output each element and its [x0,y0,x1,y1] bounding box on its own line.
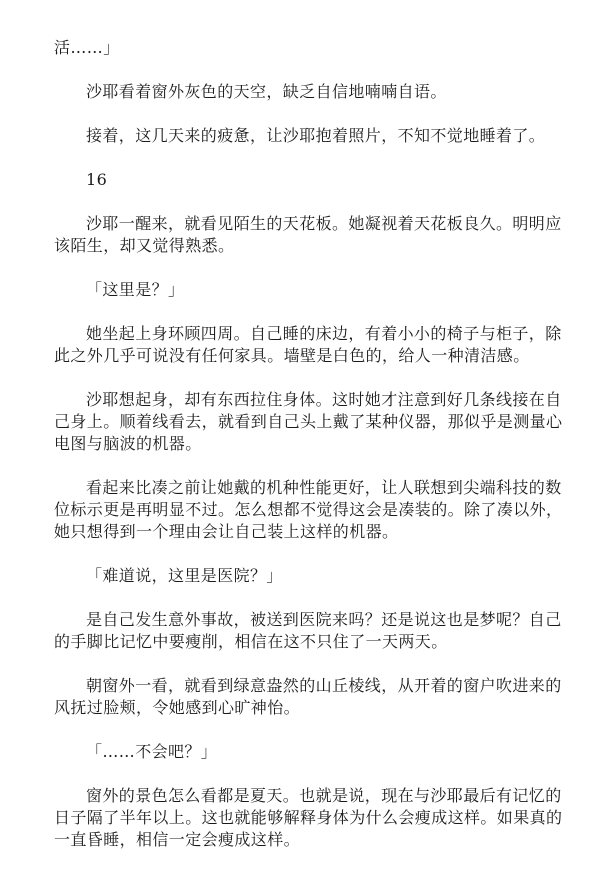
paragraph: 沙耶想起身，却有东西拉住身体。这时她才注意到好几条线接在自己身上。顺着线看去，就看到自己头上戴了某种仪器，那似乎是测量心电图与脑波的机器。 [54,390,563,453]
paragraph: 是自己发生意外事故，被送到医院来吗？还是说这也是梦呢？自己的手脚比记忆中要瘦削，相信在这不只住了一天两天。 [54,610,562,651]
paragraph: 朝窗外一看，就看到绿意盎然的山丘棱线，从开着的窗户吹进来的风抚过脸颊，令她感到心旷神怡。 [54,676,562,717]
paragraph: 窗外的景色怎么看都是夏天。也就是说，现在与沙耶最后有记忆的日子隔了半年以上。这也就能够解释身体为什么会瘦成这样。如果真的一直昏睡，相信一定会瘦成这样。 [54,786,563,849]
paragraph: 看起来比凑之前让她戴的机种性能更好，让人联想到尖端科技的数位标示更是再明显不过。怎么想都不觉得这会是凑装的。除了凑以外，她只想得到一个理由会让自己装上这样的机器。 [54,478,563,541]
paragraph: 她坐起上身环顾四周。自己睡的床边，有着小小的椅子与柜子，除此之外几乎可说没有任何家具。墙壁是白色的，给人一种清洁感。 [54,324,562,365]
dialogue-line: 「这里是？」 [86,280,185,299]
paragraph-continuation: 活……」 [54,38,120,57]
paragraph: 沙耶看着窗外灰色的天空，缺乏自信地喃喃自语。 [86,82,447,101]
paragraph: 沙耶一醒来，就看见陌生的天花板。她凝视着天花板良久。明明应该陌生，却又觉得熟悉。 [54,214,562,255]
paragraph: 接着，这几天来的疲惫，让沙耶抱着照片，不知不觉地睡着了。 [86,126,546,145]
section-number: 16 [86,170,108,189]
dialogue-line: 「……不会吧？」 [86,742,218,761]
dialogue-line: 「难道说，这里是医院？」 [86,566,283,585]
